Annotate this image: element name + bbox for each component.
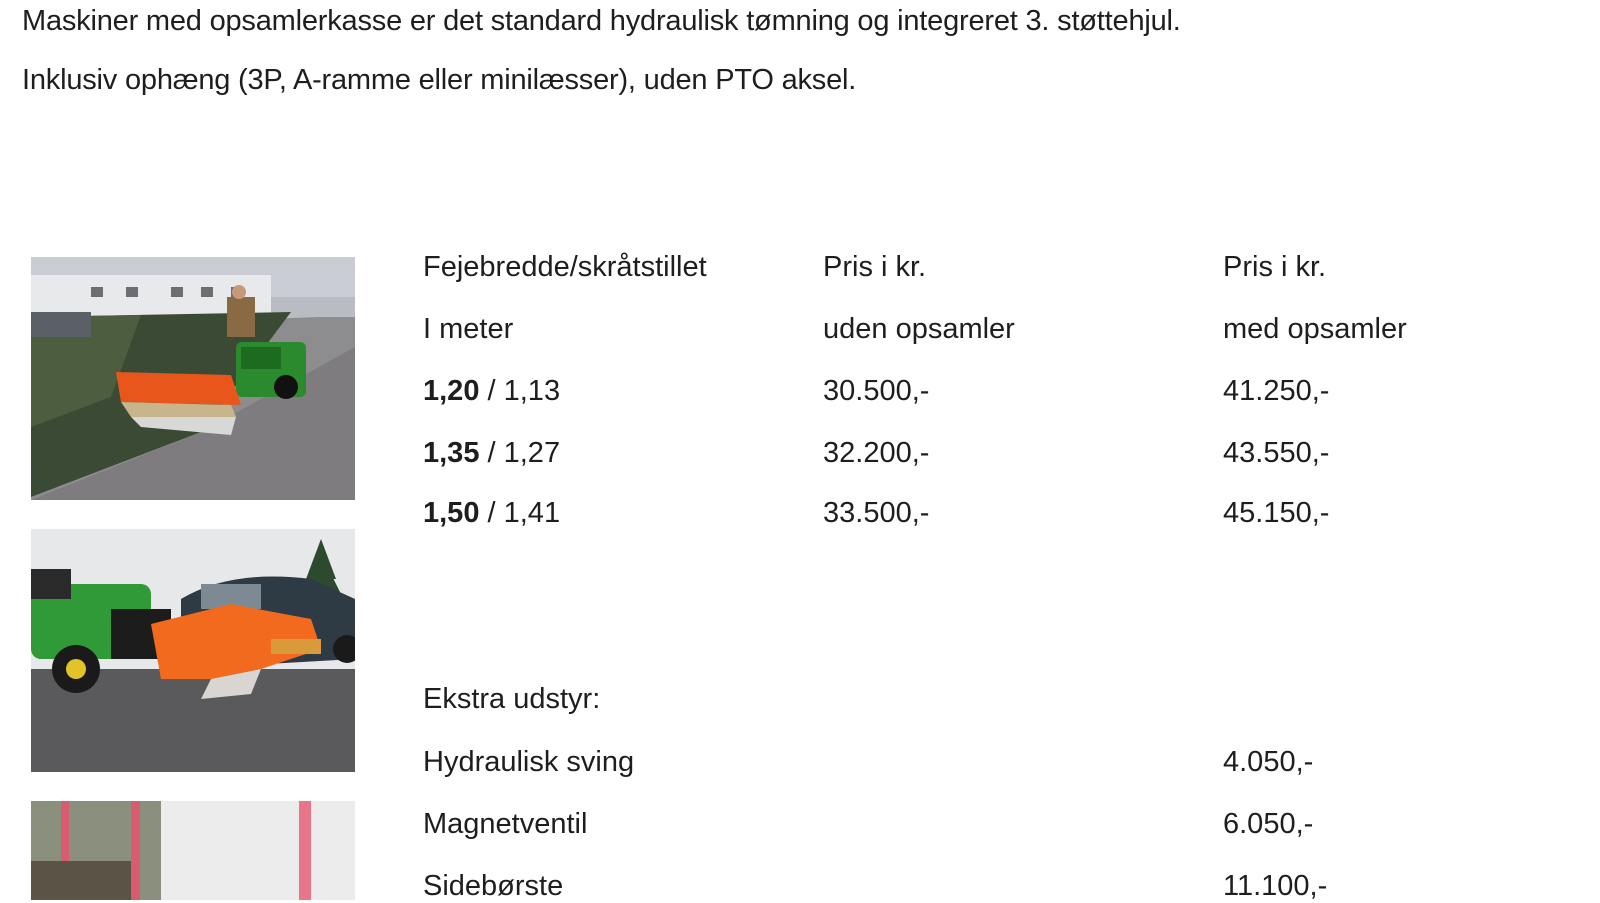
header-with-collector: med opsamler — [1223, 313, 1407, 345]
header-without-collector: uden opsamler — [823, 313, 1015, 345]
price-without-cell: 30.500,- — [823, 375, 930, 407]
angled-value: / 1,13 — [479, 375, 561, 407]
table-row-width — [423, 496, 560, 530]
header-sweep-width: Fejebredde/skråtstillet — [423, 251, 707, 283]
extra-item-name: Sidebørste — [423, 870, 564, 902]
intro-line-1: Maskiner med opsamlerkasse er det standard hydraulisk tømning og integreret 3. støttehjul. — [22, 5, 1181, 37]
extra-item-name: Magnetventil — [423, 808, 588, 840]
angled-value: / 1,41 — [479, 497, 561, 529]
product-photo-1 — [31, 257, 355, 500]
table-row-width — [423, 374, 560, 408]
price-with-cell: 45.150,- — [1223, 497, 1330, 529]
header-price-without: Pris i kr. — [823, 251, 927, 283]
extra-item-name: Hydraulisk sving — [423, 746, 635, 778]
width-value: 1,20 — [423, 375, 480, 407]
table-row-width — [423, 436, 560, 470]
extra-item-price: 6.050,- — [1223, 808, 1314, 840]
width-value: 1,50 — [423, 497, 480, 529]
angled-value: / 1,27 — [479, 437, 561, 469]
width-value: 1,35 — [423, 437, 480, 469]
price-without-cell: 33.500,- — [823, 497, 930, 529]
price-without-cell: 32.200,- — [823, 437, 930, 469]
extra-item-price: 11.100,- — [1223, 870, 1328, 902]
header-unit: I meter — [423, 313, 514, 345]
product-photo-3 — [31, 801, 355, 900]
product-photo-2 — [31, 529, 355, 772]
price-with-cell: 41.250,- — [1223, 375, 1330, 407]
intro-line-2: Inklusiv ophæng (3P, A-ramme eller minilæsser), uden PTO aksel. — [22, 64, 857, 96]
extras-heading: Ekstra udstyr: — [423, 683, 601, 715]
extra-item-price: 4.050,- — [1223, 746, 1314, 778]
price-with-cell: 43.550,- — [1223, 437, 1330, 469]
header-price-with: Pris i kr. — [1223, 251, 1327, 283]
